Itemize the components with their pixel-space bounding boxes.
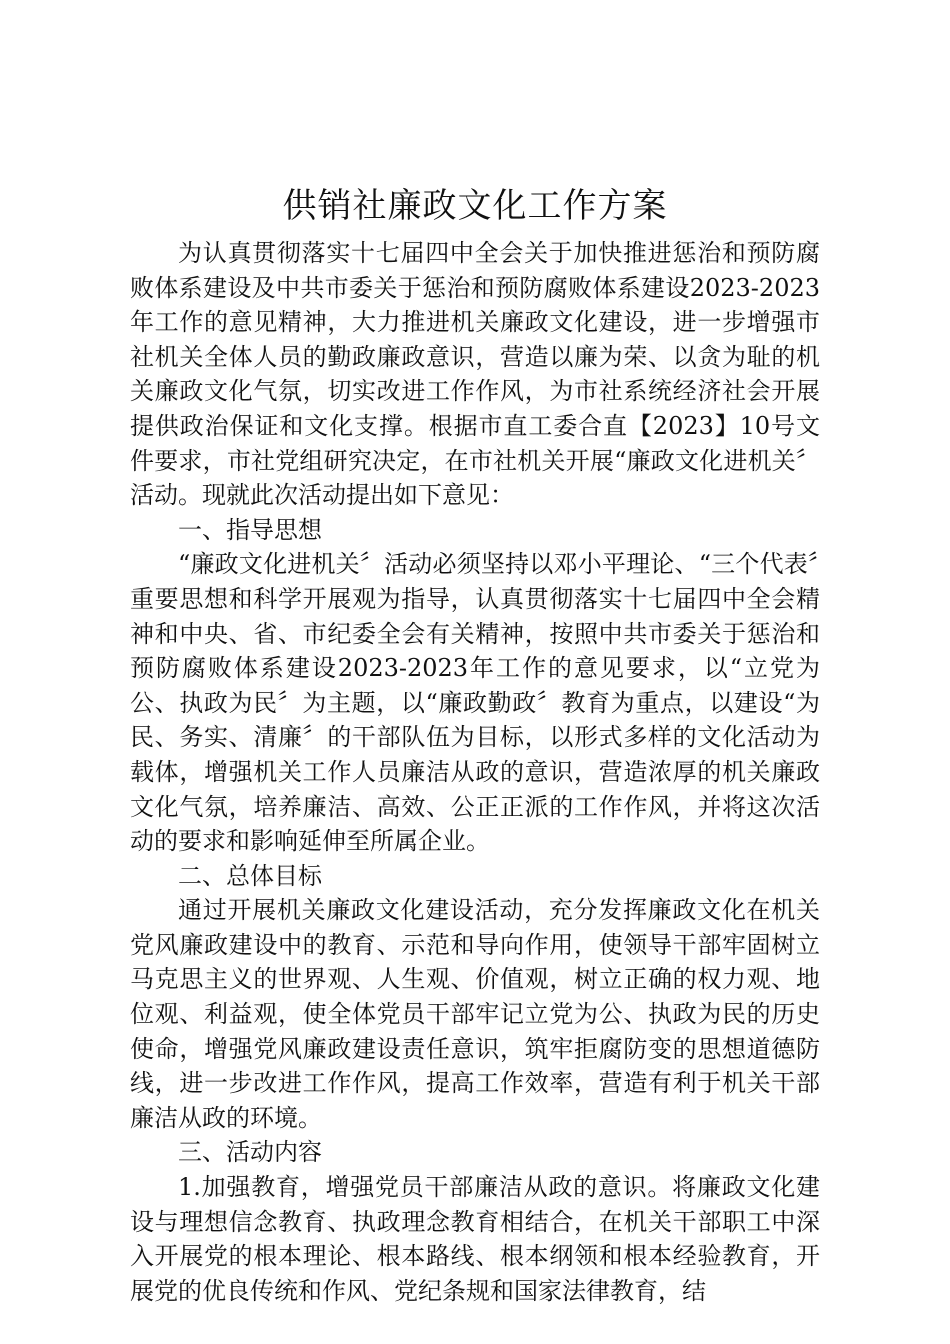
document-title: 供销社廉政文化工作方案: [282, 186, 668, 226]
section-body-activity-content: 1.加强教育，增强党员干部廉洁从政的意识。将廉政文化建设与理想信念教育、执政理念教育相结合，在机关干部职工中深入开展党的根本理论、根本路线、根本纲领和根本经验教育，开展党的优良传统和作风、党纪条规和国家法律教育，结: [130, 1173, 820, 1305]
section-heading-guiding-ideology: 一、指导思想: [178, 515, 322, 544]
section-heading-activity-content: 三、活动内容: [178, 1138, 322, 1167]
section-heading-overall-goal: 二、总体目标: [178, 861, 322, 890]
section-body-guiding-ideology: “廉政文化进机关〞活动必须坚持以邓小平理论、“三个代表〞重要思想和科学开展观为指导，认真贯彻落实十七届四中全会精神和中央、省、市纪委全会有关精神，按照中共市委关于惩治和预防腐败体系建设2023-2023年工作的意见要求，以“立党为公、执政为民〞为主题，以“廉政勤政〞教育为重点，以建设“为民、务实、清廉〞的干部队伍为目标，以形式多样的文化活动为载体，增强机关工作人员廉洁从政的意识，营造浓厚的机关廉政文化气氛，培养廉洁、高效、公正正派的工作作风，并将这次活动的要求和影响延伸至所属企业。: [130, 550, 820, 856]
section-body-overall-goal: 通过开展机关廉政文化建设活动，充分发挥廉政文化在机关党风廉政建设中的教育、示范和导向作用，使领导干部牢固树立马克思主义的世界观、人生观、价值观，树立正确的权力观、地位观、利益观，使全体党员干部牢记立党为公、执政为民的历史使命，增强党风廉政建设责任意识，筑牢拒腐防变的思想道德防线，进一步改进工作作风，提高工作效率，营造有利于机关干部廉洁从政的环境。: [130, 896, 820, 1132]
document-page: [130, 180, 820, 1308]
intro-paragraph: 为认真贯彻落实十七届四中全会关于加快推进惩治和预防腐败体系建设及中共市委关于惩治和预防腐败体系建设2023-2023年工作的意见精神，大力推进机关廉政文化建设，进一步增强市社机关全体人员的勤政廉政意识，营造以廉为荣、以贪为耻的机关廉政文化气氛，切实改进工作作风，为市社系统经济社会开展提供政治保证和文化支撑。根据市直工委合直【2023】10号文件要求，市社党组研究决定，在市社机关开展“廉政文化进机关〞活动。现就此次活动提出如下意见：: [130, 239, 820, 510]
